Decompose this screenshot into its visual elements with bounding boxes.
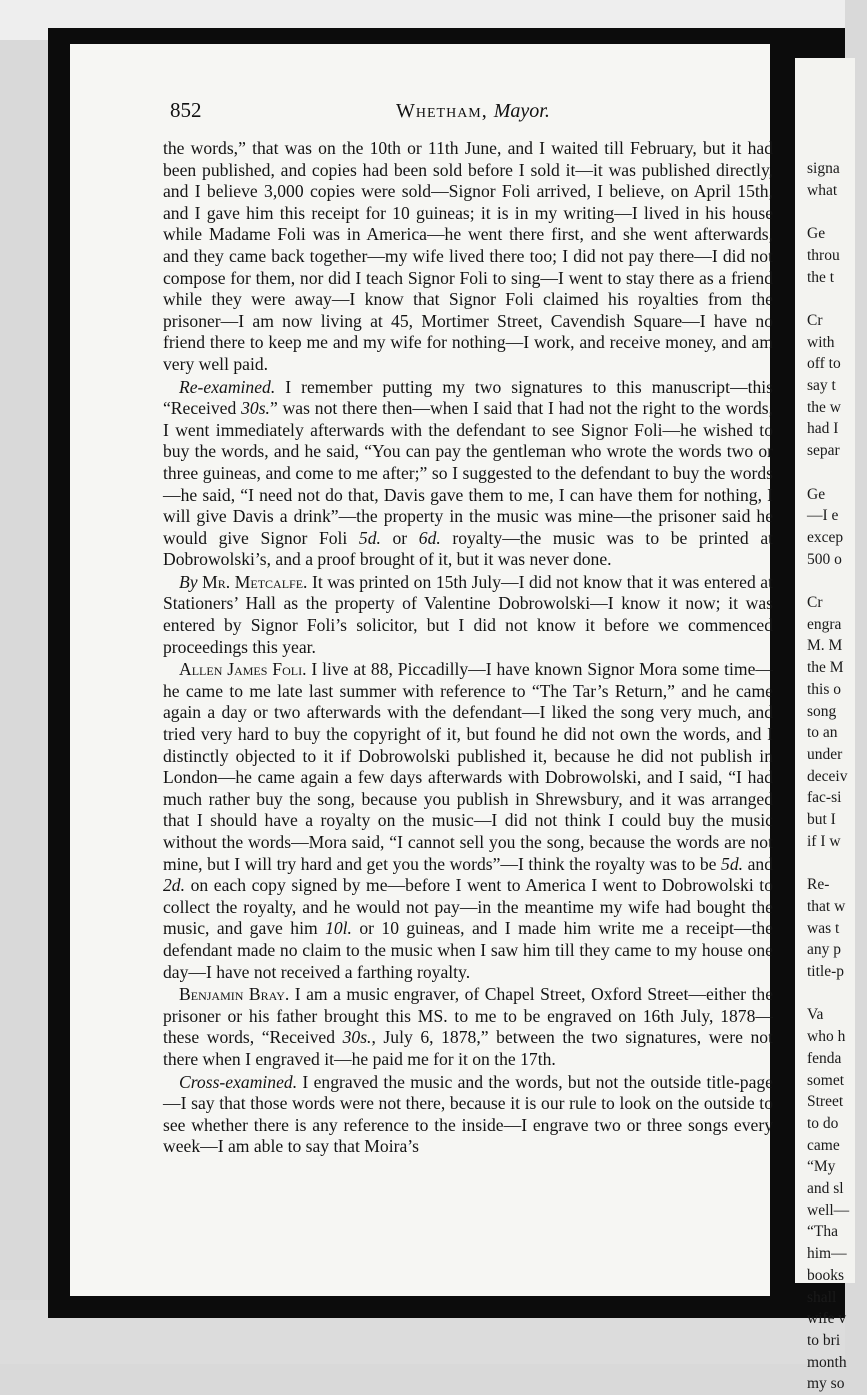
text-segment: 30s. <box>342 1027 372 1048</box>
text-segment: Cross-examined. <box>179 1071 298 1092</box>
right-page-line: but I <box>807 811 836 829</box>
text-segment: on each copy signed by me—before I went to America I went to Dobrowolski to collect the royalty, and he would not pay—in the meantime my wife had bought the music, and gave him <box>163 875 773 939</box>
right-page-text-fragments <box>807 158 867 1395</box>
running-title <box>396 100 550 123</box>
text-segment: It was printed on 15th July—I did not know that it was entered at Stationers’ Hall as the property of Valentine Dobrowolski—I know it now; it was entered by Signor Foli’s solicitor, but I did not know it before we commenced proceedings this year. <box>163 571 773 657</box>
right-page-line: Street <box>807 1093 844 1111</box>
right-page-line: that w <box>807 897 846 915</box>
paragraph <box>163 984 773 1070</box>
text-segment: 5d. <box>721 853 744 874</box>
running-title-office: Mayor. <box>493 100 550 122</box>
right-page-line: with <box>807 333 835 351</box>
right-page-line: had I <box>807 420 839 438</box>
right-page-line: shall <box>807 1288 837 1306</box>
right-page-line: Ge <box>807 225 826 243</box>
right-page-line: deceiv <box>807 767 848 785</box>
right-page-line: the M <box>807 659 844 677</box>
right-page-line <box>807 288 867 310</box>
right-page-line: my so <box>807 1375 845 1393</box>
running-title-name: Whetham, <box>396 100 488 122</box>
text-segment: 6d. <box>418 527 441 548</box>
right-page-line: the w <box>807 398 842 416</box>
page-number: 852 <box>170 98 202 122</box>
text-segment: Re-examined. <box>179 376 276 397</box>
paragraph <box>163 138 773 376</box>
right-page-line: well— <box>807 1201 850 1219</box>
right-page-line: Re- <box>807 876 830 894</box>
text-segment: , July 6, 1878,” between the two signatures, were not there when I engraved it—he paid me for it on the 17th. <box>163 1027 773 1069</box>
right-page-line: engra <box>807 615 842 633</box>
right-page-line: under <box>807 745 843 763</box>
right-page-line: Cr <box>807 594 823 612</box>
right-page-line: month <box>807 1353 847 1371</box>
text-segment: 30s. <box>241 398 270 419</box>
right-page-line: off to <box>807 355 841 373</box>
page-header <box>170 98 770 130</box>
right-page-line: somet <box>807 1071 845 1089</box>
right-page-line: who h <box>807 1028 846 1046</box>
right-page-line: him— <box>807 1245 847 1263</box>
right-page-line: this o <box>807 680 842 698</box>
right-page <box>795 58 855 1393</box>
paragraph <box>163 377 773 571</box>
right-page-line: Ge <box>807 485 826 503</box>
right-page-line: song <box>807 702 837 720</box>
text-segment: I live at 88, Piccadilly—I have known Signor Mora some time—he came to me late last summer with reference to “The Tar’s Return,” and he came again a day or two afterwards with the defendant—I liked the song very much, and tried very hard to buy the copyright of it, but found he did not own the words, and I distinctly objected to it if Dobrowolski published it, because he did not publish in London—he came again a few days afterwards with Dobrowolski, and I said, “I had much rather buy the song, because you publish in Shrewsbury, and it was arranged that I should have a royalty on the music—I did not think I could buy the music without the words—Mora said, “I cannot sell you the song, because the words are not mine, but I will try hard and get you the words”—I think the royalty was to be <box>163 659 773 874</box>
right-page-line: books <box>807 1266 845 1284</box>
right-page-line <box>807 462 867 484</box>
right-page-line: came <box>807 1136 840 1154</box>
right-page-line: “My <box>807 1158 836 1176</box>
right-page-line: say t <box>807 377 836 395</box>
right-page-line <box>807 570 867 592</box>
text-segment: 10l. <box>325 918 352 939</box>
text-segment: and <box>743 853 773 874</box>
text-segment: I engraved the music and the words, but not the outside title-page—I say that those words were not there, because it is our rule to look on the outside to see whether there is any reference to the inside—I engrave two or three songs every week—I am able to say that Moira’s <box>163 1071 773 1157</box>
right-page-line: if I w <box>807 832 841 850</box>
text-segment: or 10 guineas, and I made him write me a receipt—the defendant made no claim to the music when I saw him till they came to my house one day—I have not received a farthing royalty. <box>163 918 773 982</box>
right-page-line: signa <box>807 160 840 177</box>
text-segment: ” was not there then—when I said that I had not the right to the words, I went immediately afterwards with the defendant to see Signor Foli—he wished to buy the words, and he said, “You can pay the gentleman who wrote the words two or three guineas, and come to me after;” so I suggested to the defendant to buy the words—he said, “I need not do that, Davis gave them to me, I can have them for nothing, I will give Davis a drink”—the property in the music was mine—the prisoner said he would give Signor Foli <box>163 398 773 548</box>
right-page-line: wife v <box>807 1310 847 1328</box>
text-segment: I am a music engraver, of Chapel Street, Oxford Street—either the prisoner or his father brought this MS. to me to be engraved on 16th July, 1878—these words, “Received <box>163 984 773 1048</box>
paragraph <box>163 1072 773 1158</box>
right-page-line <box>807 853 867 875</box>
right-page-line: what <box>807 181 838 199</box>
text-segment: Benjamin Bray. <box>179 984 290 1005</box>
text-segment: 5d. <box>358 527 381 548</box>
text-segment: royalty—the music was to be printed at Dobrowolski’s, and a proof brought of it, but it was never done. <box>163 527 774 570</box>
right-page-line: M. M <box>807 637 843 655</box>
right-page-line: Cr <box>807 311 823 329</box>
right-page-line: was t <box>807 919 840 937</box>
text-segment: Allen James Foli. <box>179 659 307 680</box>
right-page-line: and sl <box>807 1180 844 1198</box>
text-segment: I remember putting my two signatures to this manuscript—this “Received <box>163 376 773 419</box>
page-body-text <box>163 138 773 1268</box>
right-page-line: separ <box>807 442 840 460</box>
right-page-line: to do <box>807 1114 839 1132</box>
right-page-line: Va <box>807 1006 824 1024</box>
right-page-line: to bri <box>807 1331 841 1349</box>
text-segment: the words,” that was on the 10th or 11th June, and I waited till February, but it had been published, and copies had been sold before I sold it—it was published directly, and I believe 3,000 copies were sold—Signor Foli arrived, I believe, on April 15th, and I gave him this receipt for 10 guineas; it is in my writing—I lived in his house while Madame Foli was in America—he went there first, and she went afterwards, and they came back together—my wife lived there too; I did not pay there—I did not compose for them, nor did I teach Signor Foli to sing—I went to stay there as a friend while they were away—I know that Signor Foli claimed his royalties from the prisoner—I am now living at 45, Mortimer Street, Cavendish Square—I have no friend there to keep me and my wife for nothing—I work, and receive money, and am very well paid. <box>163 138 773 374</box>
right-page-line: —I e <box>807 507 839 525</box>
right-page-line: fac-si <box>807 789 842 807</box>
right-page-line: any p <box>807 941 842 959</box>
right-page-line: the t <box>807 268 835 286</box>
text-segment: Mr. Metcalfe. <box>202 571 308 592</box>
right-page-line <box>807 201 867 223</box>
right-page-line: fenda <box>807 1049 842 1067</box>
right-page-line: title-p <box>807 963 845 981</box>
text-segment: By <box>179 571 198 592</box>
right-page-line: 500 o <box>807 550 842 568</box>
paragraph <box>163 572 773 658</box>
right-page-line: throu <box>807 246 840 264</box>
right-page-line: “Tha <box>807 1223 838 1241</box>
right-page-line: excep <box>807 528 844 546</box>
paragraph <box>163 659 773 983</box>
text-segment: 2d. <box>163 875 185 896</box>
text-segment: or <box>380 527 419 548</box>
right-page-line: to an <box>807 724 838 742</box>
right-page-line <box>807 983 867 1005</box>
